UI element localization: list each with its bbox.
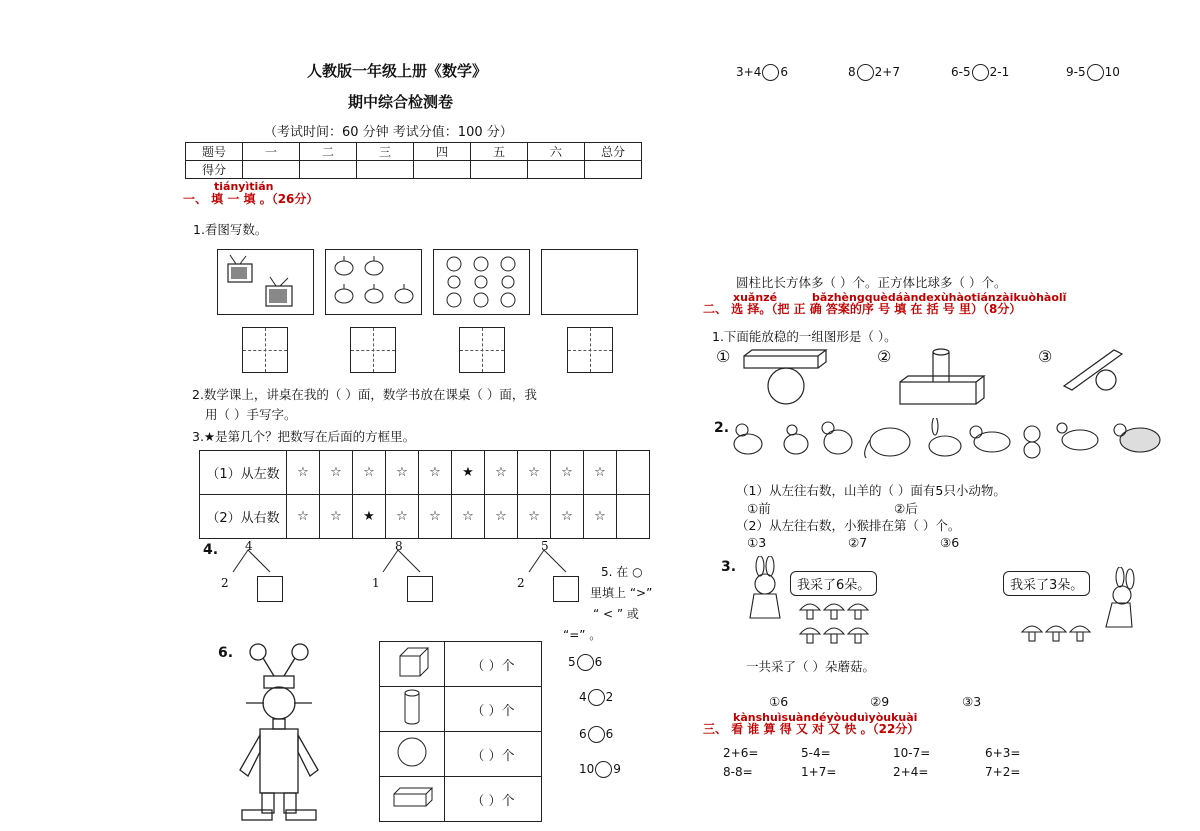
tree-answer-box[interactable]	[257, 576, 283, 602]
calc-item[interactable]: 10-7=	[893, 746, 931, 760]
star-row-right	[200, 495, 650, 539]
compare-circle[interactable]	[972, 64, 989, 81]
answer-grid[interactable]	[350, 327, 396, 373]
star-cell: ☆	[287, 495, 320, 539]
rabbit-right-icon	[1092, 567, 1142, 633]
shape-row	[380, 687, 542, 732]
q1-text: 1.看图写数。	[193, 222, 268, 237]
tree-left: 1	[372, 576, 380, 590]
option-marker: ①	[716, 347, 731, 366]
s2-q3-option[interactable]: ③3	[962, 694, 982, 709]
score-table	[185, 142, 642, 179]
cylinder-on-cuboid-icon	[896, 346, 991, 410]
calc-item[interactable]: 2+6=	[723, 746, 759, 760]
star-cell: ☆	[584, 495, 617, 539]
star-cell: ☆	[551, 495, 584, 539]
star-cell: ☆	[386, 495, 419, 539]
cube-icon	[392, 644, 432, 680]
score-cell: 总分	[585, 143, 642, 161]
speech-bubble-right: 我采了3朵。	[1003, 571, 1090, 596]
score-input-cell[interactable]	[357, 161, 414, 179]
star-row-left	[200, 451, 650, 495]
mushrooms-six-icon	[798, 598, 872, 654]
star-cell: ☆	[386, 451, 419, 495]
lantern-icon	[326, 250, 421, 314]
q2-text-line2: 用（ ）手写字。	[205, 407, 297, 422]
compare-item: 9-5 10	[1066, 65, 1120, 79]
q5-text-line: 里填上 “>”	[590, 586, 653, 600]
s2-q2-label: 2.	[714, 420, 730, 436]
star-answer-box[interactable]	[617, 495, 650, 539]
score-header-row	[186, 143, 642, 161]
compare-circle[interactable]	[588, 689, 605, 706]
q2-text-line1: 2.数学课上，讲桌在我的（ ）面，数学书放在课桌（ ）面，我	[192, 387, 537, 402]
s2-q2a-option[interactable]: ②后	[894, 501, 918, 516]
sphere-icon	[392, 734, 432, 770]
s2-q3-option[interactable]: ②9	[870, 694, 890, 709]
cylinder-icon	[392, 687, 432, 727]
q5-text-line: 5. 在 ○	[601, 565, 643, 579]
score-cell: 一	[243, 143, 300, 161]
star-cell: ☆	[419, 451, 452, 495]
q5-text-line: “=” 。	[563, 628, 602, 642]
q5-item: 10 9	[579, 762, 621, 776]
compare-item: 8 2+7	[848, 65, 900, 79]
score-input-cell[interactable]	[243, 161, 300, 179]
score-cell: 二	[300, 143, 357, 161]
score-input-cell[interactable]	[471, 161, 528, 179]
cuboid-on-sphere-icon	[740, 348, 830, 408]
score-cell: 四	[414, 143, 471, 161]
q5-item: 5 6	[568, 655, 603, 669]
cube-icon-cell	[380, 642, 445, 687]
star-cell: ☆	[287, 451, 320, 495]
s2-q3-text: 一共采了（ ）朵蘑菇。	[746, 659, 875, 674]
compare-circle[interactable]	[595, 761, 612, 778]
star-cell: ☆	[584, 451, 617, 495]
s2-q2b-option[interactable]: ③6	[940, 535, 960, 550]
section2-pinyin-left: xuǎnzé	[733, 291, 778, 304]
tree-left: 2	[517, 576, 525, 590]
rabbit-left-icon	[740, 556, 790, 626]
star-cell: ☆	[320, 495, 353, 539]
sphere-icon-cell	[380, 732, 445, 777]
s2-q2b-option[interactable]: ①3	[747, 535, 767, 550]
shape-row	[380, 777, 542, 822]
score-row-label: 得分	[186, 161, 243, 179]
star-cell: ☆	[551, 451, 584, 495]
star-cell: ☆	[485, 451, 518, 495]
section2-heading: 二、 选 择。（把 正 确 答案的序 号 填 在 括 号 里）（8分）	[703, 302, 1022, 316]
score-input-row	[186, 161, 642, 179]
s2-q2b-option[interactable]: ②7	[848, 535, 868, 550]
score-cell: 三	[357, 143, 414, 161]
count-blank[interactable]: （ ）个	[445, 687, 542, 732]
q5-text-line: “ < ” 或	[593, 607, 639, 621]
s2-q3-label: 3.	[721, 559, 737, 575]
compare-circle[interactable]	[1087, 64, 1104, 81]
q3-text: 3.★是第几个？把数写在后面的方框里。	[192, 429, 416, 444]
calc-item[interactable]: 7+2=	[985, 765, 1021, 779]
s2-q1-text: 1.下面能放稳的一组图形是（ ）。	[712, 329, 897, 344]
star-cell: ☆	[518, 495, 551, 539]
compare-item: 6-5 2-1	[951, 65, 1010, 79]
calc-item[interactable]: 1+7=	[801, 765, 837, 779]
shape-row	[380, 642, 542, 687]
s2-q2a-option[interactable]: ①前	[747, 501, 771, 516]
mushrooms-three-icon	[1020, 620, 1094, 650]
answer-grid[interactable]	[459, 327, 505, 373]
tree-answer-box[interactable]	[407, 576, 433, 602]
s2-q2a-text: （1）从左往右数，山羊的（ ）面有5只小动物。	[736, 483, 1006, 498]
count-blank[interactable]: （ ）个	[445, 777, 542, 822]
star-cell: ☆	[485, 495, 518, 539]
lantern-picture-box	[325, 249, 422, 315]
speech-bubble-left: 我采了6朵。	[790, 571, 877, 596]
compare-circle[interactable]	[857, 64, 874, 81]
star-cell: ☆	[353, 451, 386, 495]
tree-top: 4	[245, 539, 253, 553]
robot-figure-icon	[228, 640, 338, 825]
answer-grid[interactable]	[242, 327, 288, 373]
score-input-cell[interactable]	[414, 161, 471, 179]
q6-continued-text: 圆柱比长方体多（ ）个。正方体比球多（ ）个。	[736, 275, 1007, 290]
score-cell: 题号	[186, 143, 243, 161]
score-input-cell[interactable]	[300, 161, 357, 179]
tree-left: 2	[221, 576, 229, 590]
section1-heading: 一、 填 一 填 。（26分）	[183, 192, 319, 206]
shape-count-table	[379, 641, 542, 822]
tv-icon	[218, 250, 313, 314]
q6-label: 6.	[218, 645, 234, 661]
tv-picture-box	[217, 249, 314, 315]
exam-info: （考试时间：60 分钟 考试分值：100 分）	[264, 125, 513, 140]
star-cell: ☆	[518, 451, 551, 495]
star-row-label: （1）从左数	[200, 451, 287, 495]
star-answer-box[interactable]	[617, 451, 650, 495]
cuboid-icon-cell	[380, 777, 445, 822]
q4-label: 4.	[203, 542, 219, 558]
compare-circle[interactable]	[762, 64, 779, 81]
calc-item[interactable]: 6+3=	[985, 746, 1021, 760]
star-cell: ☆	[419, 495, 452, 539]
page-subtitle: 期中综合检测卷	[348, 93, 454, 111]
tree-top: 8	[395, 539, 403, 553]
empty-picture-box	[541, 249, 638, 315]
tree-top: 5	[541, 539, 549, 553]
section1-pinyin: tiányìtián	[214, 180, 274, 193]
calc-item[interactable]: 5-4=	[801, 746, 831, 760]
answer-grid[interactable]	[567, 327, 613, 373]
section3-heading: 三、 看 谁 算 得 又 对 又 快 。（22分）	[703, 722, 920, 736]
star-cell: ★	[353, 495, 386, 539]
star-cell: ☆	[320, 451, 353, 495]
calc-item[interactable]: 8-8=	[723, 765, 753, 779]
page-title: 人教版一年级上册《数学》	[307, 62, 488, 80]
star-table	[199, 450, 650, 539]
s2-q3-option[interactable]: ①6	[769, 694, 789, 709]
slanted-board-on-sphere-icon	[1060, 346, 1150, 396]
score-cell: 六	[528, 143, 585, 161]
star-cell: ★	[452, 451, 485, 495]
shape-row	[380, 732, 542, 777]
score-input-cell[interactable]	[528, 161, 585, 179]
q5-item: 6 6	[579, 727, 614, 741]
star-cell: ☆	[452, 495, 485, 539]
score-input-cell[interactable]	[585, 161, 642, 179]
section2-pinyin-right: bǎzhèngquèdáàndexùhàotiánzàikuòhàolǐ	[812, 291, 1067, 304]
star-row-label: （2）从右数	[200, 495, 287, 539]
tree-answer-box[interactable]	[553, 576, 579, 602]
compare-circle[interactable]	[577, 654, 594, 671]
bear-icon	[434, 250, 529, 314]
option-marker: ③	[1038, 347, 1053, 366]
section3-pinyin: kànshuìsuàndéyòuduìyòukuài	[733, 711, 918, 724]
count-blank[interactable]: （ ）个	[445, 642, 542, 687]
score-cell: 五	[471, 143, 528, 161]
count-blank[interactable]: （ ）个	[445, 732, 542, 777]
bear-picture-box	[433, 249, 530, 315]
calc-item[interactable]: 2+4=	[893, 765, 929, 779]
s2-q2b-text: （2）从左往右数，小猴排在第（ ）个。	[736, 518, 961, 533]
cylinder-icon-cell	[380, 687, 445, 732]
animals-row-icon	[730, 418, 1170, 462]
cuboid-icon	[390, 782, 434, 812]
compare-circle[interactable]	[588, 726, 605, 743]
option-marker: ②	[877, 347, 892, 366]
q5-item: 4 2	[579, 690, 614, 704]
compare-item: 3+4 6	[736, 65, 788, 79]
